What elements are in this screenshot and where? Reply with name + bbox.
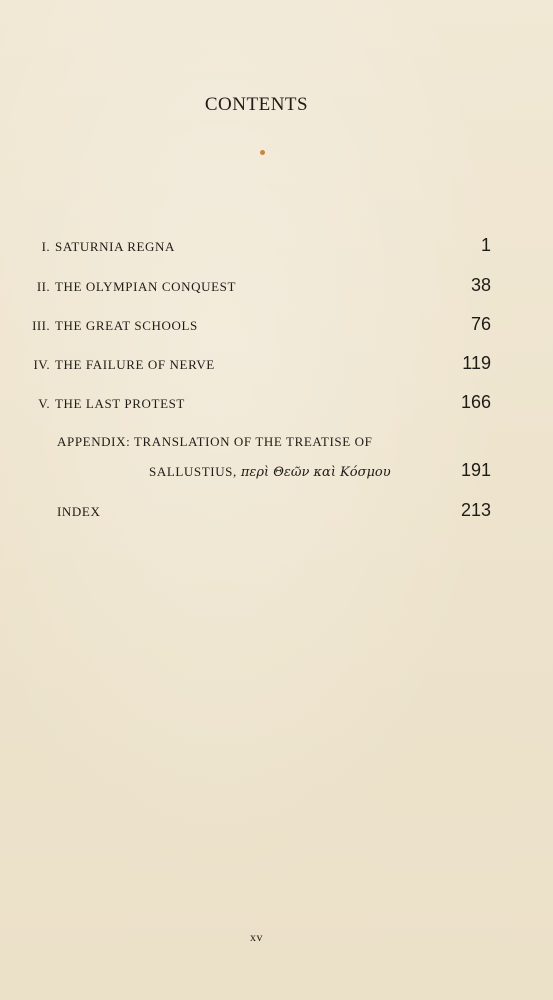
toc-entry xyxy=(0,275,553,303)
ornament-dot xyxy=(260,150,265,155)
index-title: INDEX xyxy=(57,504,101,519)
chapter-title: THE OLYMPIAN CONQUEST xyxy=(55,279,237,294)
toc-index xyxy=(0,500,553,528)
chapter-page: 76 xyxy=(470,314,491,334)
toc-entry xyxy=(0,235,553,263)
chapter-title: THE FAILURE OF NERVE xyxy=(55,357,215,372)
chapter-page: 166 xyxy=(460,392,491,412)
chapter-numeral: V. xyxy=(38,396,50,411)
chapter-numeral: II. xyxy=(36,279,50,294)
toc-entry xyxy=(0,392,553,420)
toc-entry xyxy=(0,314,553,342)
chapter-numeral: III. xyxy=(32,318,50,333)
chapter-page: 1 xyxy=(480,235,491,255)
chapter-title: THE GREAT SCHOOLS xyxy=(55,318,198,333)
appendix-author: SALLUSTIUS, xyxy=(149,464,237,479)
chapter-title: SATURNIA REGNA xyxy=(55,239,175,254)
page-title: CONTENTS xyxy=(204,94,309,115)
chapter-numeral: IV. xyxy=(33,357,50,372)
chapter-numeral: I. xyxy=(41,239,50,254)
appendix-greek-title: περὶ Θεῶν καὶ Κόσμου xyxy=(240,465,391,480)
index-page: 213 xyxy=(460,500,491,520)
appendix-title-line1: APPENDIX: TRANSLATION OF THE TREATISE OF xyxy=(57,434,373,449)
toc-entry xyxy=(0,353,553,381)
appendix-title-line2 xyxy=(149,464,391,480)
chapter-page: 38 xyxy=(470,275,491,295)
appendix-page: 191 xyxy=(460,460,491,480)
page-folio: xv xyxy=(250,930,263,944)
toc-appendix-continued xyxy=(0,460,553,488)
chapter-title: THE LAST PROTEST xyxy=(55,396,185,411)
toc-appendix xyxy=(0,434,553,458)
chapter-page: 119 xyxy=(462,353,491,373)
